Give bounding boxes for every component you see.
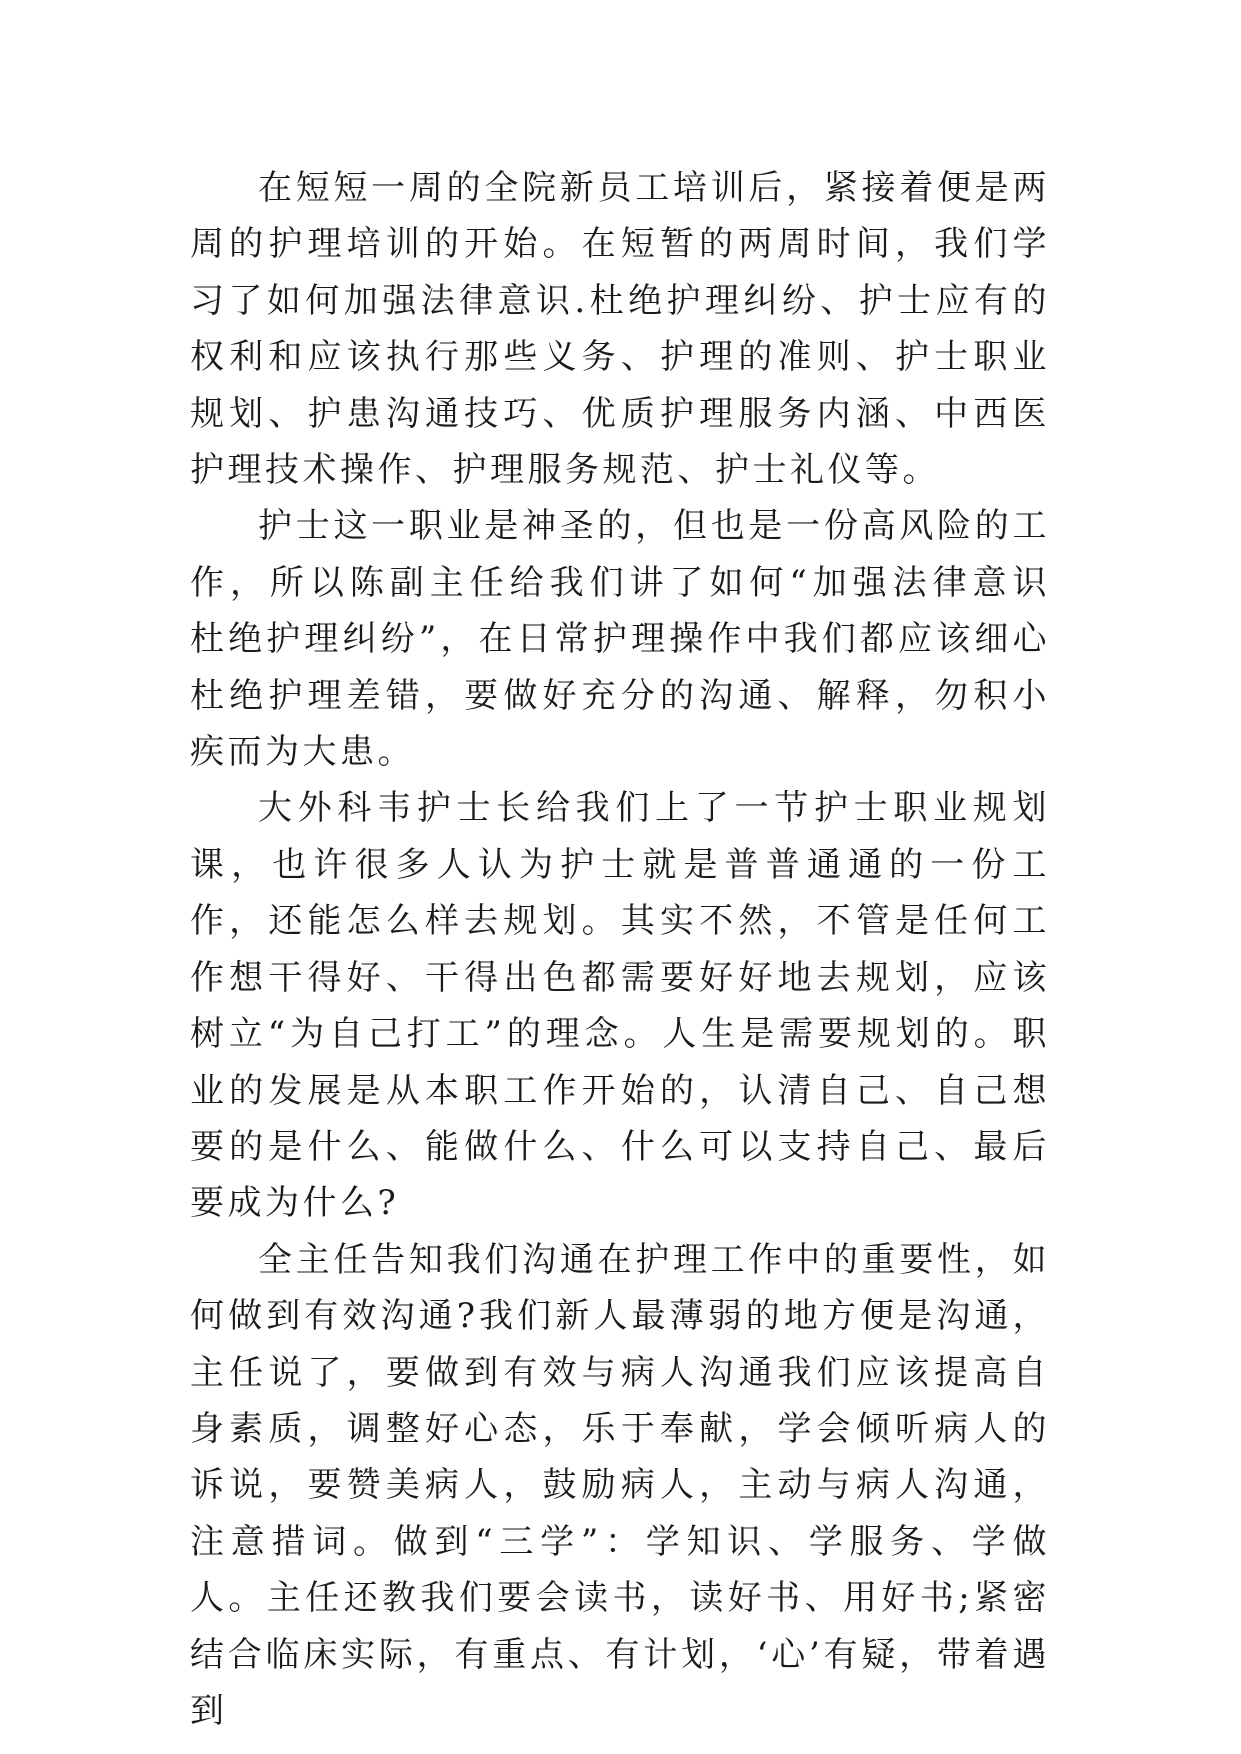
document-body xyxy=(190,160,1050,1739)
paragraph-3: 大外科韦护士长给我们上了一节护士职业规划课，也许很多人认为护士就是普普通通的一份工作，还能怎么样去规划。其实不然，不管是任何工作想干得好、干得出色都需要好好地去规划，应该树立“为自己打工”的理念。人生是需要规划的。职业的发展是从本职工作开始的，认清自己、自己想要的是什么、能做什么、什么可以支持自己、最后要成为什么? xyxy=(190,788,1050,1224)
paragraph-4: 全主任告知我们沟通在护理工作中的重要性，如何做到有效沟通?我们新人最薄弱的地方便是沟通，主任说了，要做到有效与病人沟通我们应该提高自身素质，调整好心态，乐于奉献，学会倾听病人的诉说，要赞美病人，鼓励病人，主动与病人沟通，注意措词。做到“三学”：学知识、学服务、学做人。主任还教我们要会读书，读好书、用好书;紧密结合临床实际，有重点、有计划，‘心’有疑，带着遇到 xyxy=(190,1239,1050,1731)
paragraph-2: 护士这一职业是神圣的，但也是一份高风险的工作，所以陈副主任给我们讲了如何“加强法律意识 杜绝护理纠纷”，在日常护理操作中我们都应该细心杜绝护理差错，要做好充分的沟通、解释，勿积小疾而为大患。 xyxy=(190,506,1050,773)
paragraph-1: 在短短一周的全院新员工培训后，紧接着便是两周的护理培训的开始。在短暂的两周时间，我们学习了如何加强法律意识.杜绝护理纠纷、护士应有的权利和应该执行那些义务、护理的准则、护士职业规划、护患沟通技巧、优质护理服务内涵、中西医护理技术操作、护理服务规范、护士礼仪等。 xyxy=(190,168,1050,491)
